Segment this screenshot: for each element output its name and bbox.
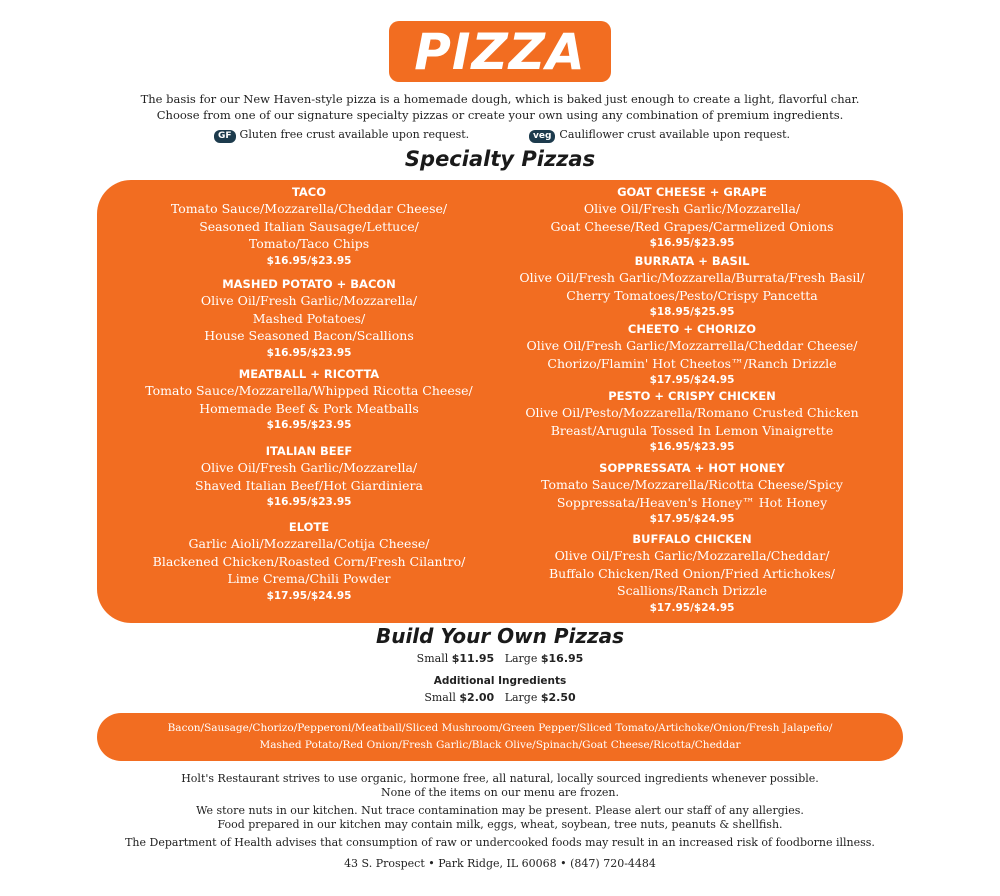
additional-ingredients-heading: Additional Ingredients bbox=[433, 675, 567, 687]
item-desc-line: Mashed Potatoes/ bbox=[252, 310, 366, 326]
intro-line-2: Choose from one of our signature specialty pizzas or create your own using any combination of premium ingredients. bbox=[156, 108, 844, 122]
item-price: $17.95/$24.95 bbox=[266, 589, 352, 602]
veg-note-text: Cauliflower crust available upon request. bbox=[559, 128, 791, 141]
item-desc-line: Homemade Beef & Pork Meatballs bbox=[199, 400, 419, 416]
large-price: $16.95 bbox=[540, 652, 584, 665]
item-desc-line: Lime Crema/Chili Powder bbox=[227, 571, 391, 586]
ingredients-line-1: Bacon/Sausage/Chorizo/Pepperoni/Meatball/Sliced Mushroom/Green Pepper/Sliced Tomato/Artichoke/Onion/Fresh Jalapeño/ bbox=[167, 722, 833, 734]
small-label: Small bbox=[416, 652, 449, 665]
item-desc-line: Soppressata/Heaven's Honey™ Hot Honey bbox=[556, 494, 828, 510]
small-price: $11.95 bbox=[451, 652, 495, 665]
page-title-box bbox=[389, 21, 611, 82]
item-desc-line: Cherry Tomatoes/Pesto/Crispy Pancetta bbox=[566, 287, 818, 303]
item-price: $16.95/$23.95 bbox=[649, 237, 735, 249]
footer-address: 43 S. Prospect • Park Ridge, IL 60068 • (847) 720-4484 bbox=[344, 857, 656, 870]
item-name: BUFFALO CHICKEN bbox=[632, 532, 752, 546]
item-desc-line: Olive Oil/Fresh Garlic/Mozzarella/ bbox=[200, 460, 418, 475]
add-large-label: Large bbox=[504, 691, 538, 704]
item-desc-line: Goat Cheese/Red Grapes/Carmelized Onions bbox=[550, 218, 834, 234]
veg-badge: veg bbox=[529, 130, 555, 143]
ingredients-panel bbox=[97, 713, 903, 761]
menu-item-soppressata-hot-honey bbox=[492, 460, 892, 527]
menu-item-cheeto-chorizo bbox=[492, 321, 892, 388]
item-desc-line: Olive Oil/Fresh Garlic/Mozzarella/ bbox=[200, 293, 418, 308]
item-desc-line: Chorizo/Flamin' Hot Cheetos™/Ranch Drizzle bbox=[547, 355, 837, 371]
add-small-label: Small bbox=[424, 691, 456, 704]
item-name: MEATBALL + RICOTTA bbox=[238, 367, 380, 381]
menu-item-pesto-crispy-chicken bbox=[492, 388, 892, 455]
gluten-free-note bbox=[214, 128, 469, 143]
item-price: $16.95/$23.95 bbox=[266, 419, 352, 431]
item-desc-line: Olive Oil/Fresh Garlic/Mozzarrella/Cheddar Cheese/ bbox=[526, 338, 858, 353]
add-small-price: $2.00 bbox=[459, 691, 495, 704]
add-large-price: $2.50 bbox=[540, 691, 576, 704]
item-name: MASHED POTATO + BACON bbox=[222, 277, 396, 291]
item-price: $16.95/$23.95 bbox=[266, 346, 352, 359]
item-name: BURRATA + BASIL bbox=[634, 254, 750, 268]
item-desc-line: Scallions/Ranch Drizzle bbox=[617, 583, 767, 598]
item-price: $16.95/$23.95 bbox=[266, 254, 352, 267]
build-your-own-heading: Build Your Own Pizzas bbox=[375, 624, 625, 648]
item-desc-line: Olive Oil/Pesto/Mozzarella/Romano Crusted Chicken bbox=[525, 405, 859, 420]
item-desc-line: Tomato Sauce/Mozzarella/Whipped Ricotta Cheese/ bbox=[145, 383, 473, 398]
item-desc-line: Olive Oil/Fresh Garlic/Mozzarella/Cheddar/ bbox=[554, 548, 830, 563]
specialty-panel bbox=[97, 180, 903, 623]
menu-item-elote bbox=[97, 519, 521, 604]
footer-sourcing-note: Holt's Restaurant strives to use organic, hormone free, all natural, locally sourced ingredients whenever possible. bbox=[181, 772, 819, 785]
item-desc-line: Olive Oil/Fresh Garlic/Mozzarella/Burrata/Fresh Basil/ bbox=[519, 270, 865, 285]
item-price: $17.95/$24.95 bbox=[649, 513, 735, 525]
menu-item-taco bbox=[97, 184, 521, 269]
item-desc-line: Tomato Sauce/Mozzarella/Cheddar Cheese/ bbox=[170, 201, 448, 216]
build-base-prices bbox=[0, 652, 1000, 665]
item-desc-line: Blackened Chicken/Roasted Corn/Fresh Cilantro/ bbox=[152, 553, 466, 569]
item-name: ITALIAN BEEF bbox=[265, 444, 353, 458]
page-title: PIZZA bbox=[414, 22, 586, 81]
item-desc-line: Tomato/Taco Chips bbox=[248, 236, 370, 251]
specialty-heading: Specialty Pizzas bbox=[404, 147, 596, 171]
item-desc-line: Garlic Aioli/Mozzarella/Cotija Cheese/ bbox=[188, 536, 430, 551]
item-desc-line: Breast/Arugula Tossed In Lemon Vinaigrette bbox=[550, 422, 834, 438]
item-price: $17.95/$24.95 bbox=[649, 374, 735, 386]
gf-badge: GF bbox=[214, 130, 236, 143]
menu-item-burrata-basil bbox=[492, 253, 892, 320]
menu-item-goat-cheese-grape bbox=[492, 184, 892, 251]
menu-item-mashed-potato-bacon bbox=[97, 276, 521, 361]
footer-health-advisory: The Department of Health advises that consumption of raw or undercooked foods may result in an increased risk of foodborne illness. bbox=[125, 836, 875, 849]
item-price: $18.95/$25.95 bbox=[649, 306, 735, 318]
item-desc-line: Olive Oil/Fresh Garlic/Mozzarella/ bbox=[583, 201, 801, 216]
item-name: CHEETO + CHORIZO bbox=[627, 322, 757, 336]
additional-ingredient-prices bbox=[0, 691, 1000, 704]
item-desc-line: Tomato Sauce/Mozzarella/Ricotta Cheese/Spicy bbox=[541, 477, 843, 492]
cauliflower-note bbox=[529, 128, 790, 143]
item-desc-line: Seasoned Italian Sausage/Lettuce/ bbox=[199, 218, 419, 234]
item-price: $16.95/$23.95 bbox=[266, 496, 352, 508]
item-name: SOPPRESSATA + HOT HONEY bbox=[599, 461, 785, 475]
item-name: TACO bbox=[291, 185, 327, 199]
item-name: ELOTE bbox=[288, 520, 330, 534]
item-desc-line: Buffalo Chicken/Red Onion/Fried Artichokes/ bbox=[549, 565, 835, 581]
menu-item-italian-beef bbox=[97, 443, 521, 510]
gf-note-text: Gluten free crust available upon request. bbox=[239, 128, 470, 141]
footer-allergen-note: Food prepared in our kitchen may contain milk, eggs, wheat, soybean, tree nuts, peanuts & shellfish. bbox=[217, 818, 783, 831]
large-label: Large bbox=[504, 652, 538, 665]
menu-item-meatball-ricotta bbox=[97, 366, 521, 433]
menu-item-buffalo-chicken bbox=[492, 531, 892, 616]
item-name: PESTO + CRISPY CHICKEN bbox=[608, 389, 776, 403]
footer-nut-warning: We store nuts in our kitchen. Nut trace contamination may be present. Please alert our staff of any allergies. bbox=[196, 804, 804, 817]
ingredients-line-2: Mashed Potato/Red Onion/Fresh Garlic/Black Olive/Spinach/Goat Cheese/Ricotta/Cheddar bbox=[259, 739, 741, 751]
item-price: $16.95/$23.95 bbox=[649, 441, 735, 453]
item-desc-line: Shaved Italian Beef/Hot Giardiniera bbox=[195, 477, 423, 493]
item-price: $17.95/$24.95 bbox=[649, 601, 735, 614]
intro-line-1: The basis for our New Haven-style pizza is a homemade dough, which is baked just enough to create a light, flavorful char. bbox=[140, 92, 860, 106]
item-name: GOAT CHEESE + GRAPE bbox=[617, 185, 767, 199]
footer-frozen-note: None of the items on our menu are frozen. bbox=[381, 786, 619, 799]
item-desc-line: House Seasoned Bacon/Scallions bbox=[204, 328, 414, 343]
